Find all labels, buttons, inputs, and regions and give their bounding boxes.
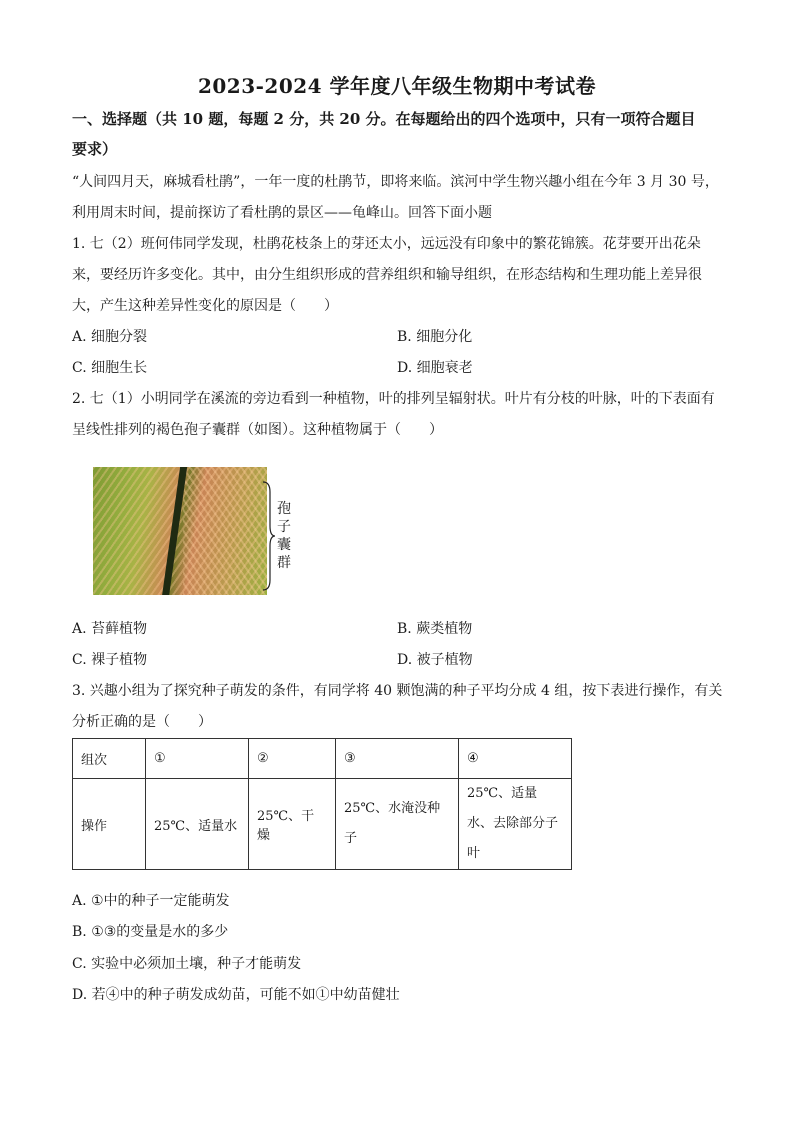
q3-stem-line1: 3. 兴趣小组为了探究种子萌发的条件，有同学将 40 颗饱满的种子平均分成 4 组，按下表进行操作，有关 <box>72 683 723 699</box>
q3-option-a[interactable]: A. ①中的种子一定能萌发 <box>72 893 230 909</box>
table-cell: 25℃、水淹没种子 <box>336 779 459 870</box>
table-header-cell: ④ <box>459 739 572 779</box>
section-heading-line1: 一、选择题（共 10 题，每题 2 分，共 20 分。在每题给出的四个选项中，只有一项符合题目 <box>72 110 696 128</box>
q1-option-c[interactable]: C. 细胞生长 <box>72 360 148 376</box>
q1-option-d[interactable]: D. 细胞衰老 <box>397 360 473 376</box>
q2-option-b[interactable]: B. 蕨类植物 <box>397 621 473 637</box>
q2-stem-line2: 呈线性排列的褐色孢子囊群（如图）。这种植物属于（ ） <box>72 422 443 438</box>
section-heading-line2: 要求） <box>72 140 118 158</box>
intro-line1: “人间四月天，麻城看杜鹃”，一年一度的杜鹃节，即将来临。滨河中学生物兴趣小组在今年 3 月 30 号， <box>72 174 719 190</box>
q2-option-c[interactable]: C. 裸子植物 <box>72 652 148 668</box>
page-title: 2023-2024 学年度八年级生物期中考试卷 <box>197 74 597 98</box>
q2-option-d[interactable]: D. 被子植物 <box>397 652 473 668</box>
table-header-cell: ① <box>146 739 249 779</box>
table-cell: 25℃、适量水、去除部分子叶 <box>459 779 572 870</box>
fern-leaf-photo <box>93 467 267 595</box>
q1-stem-line2: 来，要经历许多变化。其中，由分生组织形成的营养组织和输导组织，在形态结构和生理功能上差异很 <box>72 267 702 283</box>
q3-stem-line2: 分析正确的是（ ） <box>72 714 212 730</box>
table-cell: 25℃、适量水 <box>146 779 249 870</box>
q1-option-a[interactable]: A. 细胞分裂 <box>72 329 148 345</box>
q3-option-d[interactable]: D. 若④中的种子萌发成幼苗，可能不如①中幼苗健壮 <box>72 987 400 1003</box>
table-header-cell: ② <box>249 739 336 779</box>
q3-option-b[interactable]: B. ①③的变量是水的多少 <box>72 924 229 940</box>
intro-line2: 利用周末时间，提前探访了看杜鹃的景区——龟峰山。回答下面小题 <box>72 205 492 221</box>
q3-option-c[interactable]: C. 实验中必须加土壤，种子才能萌发 <box>72 956 302 972</box>
table-row-label: 操作 <box>73 779 146 870</box>
table-cell: 25℃、干燥 <box>249 779 336 870</box>
experiment-table <box>72 738 572 870</box>
q1-option-b[interactable]: B. 细胞分化 <box>397 329 473 345</box>
table-header-cell: 组次 <box>73 739 146 779</box>
q2-stem-line1: 2. 七（1）小明同学在溪流的旁边看到一种植物，叶的排列呈辐射状。叶片有分枝的叶脉，叶的下表面有 <box>72 391 715 407</box>
q1-stem-line3: 大，产生这种差异性变化的原因是（ ） <box>72 298 338 314</box>
table-header-cell: ③ <box>336 739 459 779</box>
brace-icon <box>262 480 276 592</box>
q1-stem-line1: 1. 七（2）班何伟同学发现，杜鹃花枝条上的芽还太小，远远没有印象中的繁花锦簇。花芽要开出花朵 <box>72 236 701 252</box>
figure-label-sporangia: 孢子囊群 <box>277 501 291 571</box>
q2-option-a[interactable]: A. 苔藓植物 <box>72 621 148 637</box>
